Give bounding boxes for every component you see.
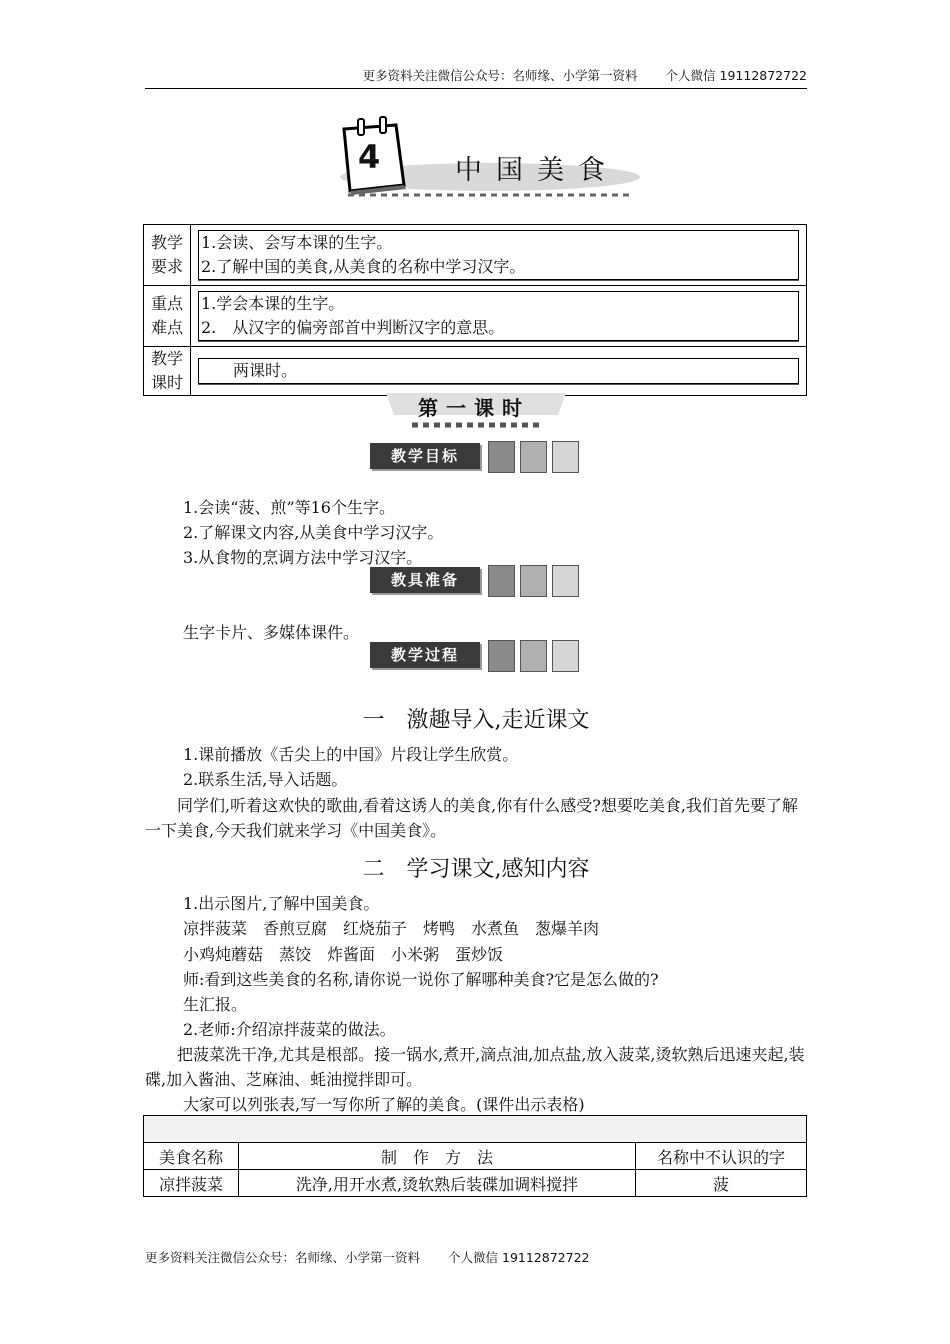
tag-process <box>370 640 580 672</box>
tag-goals <box>370 441 580 473</box>
section-title: 第一课时 <box>418 396 530 420</box>
food-table-header: 名称中不认识的字 <box>636 1143 807 1170</box>
page-footer <box>145 1248 589 1266</box>
tag-prep-label: 教具准备 <box>370 567 480 593</box>
header-text: 更多资料关注微信公众号：名师缘、小学第一资料 <box>362 68 638 83</box>
tag-square <box>520 565 547 597</box>
food-table-cell: 凉拌菠菜 <box>144 1170 239 1197</box>
food-table-cell: 菠 <box>636 1170 807 1197</box>
part2-p6: 大家可以列张表,写一写你所了解的美食。(课件出示表格) <box>183 1095 585 1114</box>
tag-square <box>552 565 579 597</box>
info-label: 重点 难点 <box>144 286 191 347</box>
info-row-requirements <box>144 225 807 286</box>
part2-heading: 二 学习课文,感知内容 <box>362 857 590 882</box>
food-table-blank-row <box>144 1116 807 1143</box>
part1-p1: 1.课前播放《舌尖上的中国》片段让学生欣赏。 <box>183 745 519 764</box>
goal-item: 2.了解课文内容,从美食中学习汉字。 <box>183 523 444 542</box>
part1-heading: 一 激趣导入,走近课文 <box>362 708 590 733</box>
tag-prep <box>370 565 580 597</box>
footer-text: 更多资料关注微信公众号：名师缘、小学第一资料 <box>145 1250 421 1265</box>
food-table <box>143 1115 807 1197</box>
food-table-header: 制 作 方 法 <box>239 1143 636 1170</box>
goal-item: 1.会读“菠、煎”等16个生字。 <box>183 498 395 517</box>
header-divider <box>145 88 807 89</box>
info-content-box: 1.学会本课的生字。 2. 从汉字的偏旁部首中判断汉字的意思。 <box>198 291 799 341</box>
food-table-row <box>144 1170 807 1197</box>
lesson-number: 4 <box>358 138 381 176</box>
food-list-line-1: 凉拌菠菜 香煎豆腐 红烧茄子 烤鸭 水煮鱼 葱爆羊肉 <box>183 919 600 938</box>
tag-goals-label: 教学目标 <box>370 443 480 469</box>
page-header <box>145 66 807 84</box>
info-row-key-points <box>144 286 807 347</box>
info-content <box>191 225 807 286</box>
prep-text: 生字卡片、多媒体课件。 <box>183 623 360 642</box>
part1-p3: 同学们,听着这欢快的歌曲,看着这诱人的美食,你有什么感受?想要吃美食,我们首先要了解一下美食,今天我们就来学习《中国美食》。 <box>145 796 798 840</box>
lesson-title: 中国美食 <box>455 155 619 186</box>
tag-square <box>552 640 579 672</box>
footer-wechat: 个人微信 19112872722 <box>448 1250 590 1265</box>
food-table-header-row <box>144 1143 807 1170</box>
tag-square <box>520 640 547 672</box>
tag-square <box>488 565 515 597</box>
info-content-box: 1.会读、会写本课的生字。 2.了解中国的美食,从美食的名称中学习汉字。 <box>198 230 799 280</box>
info-content-box: 两课时。 <box>198 358 799 384</box>
part2-p5: 把菠菜洗干净,尤其是根部。接一锅水,煮开,滴点油,加点盐,放入菠菜,烫软熟后迅速夹起,装碟,加入酱油、芝麻油、蚝油搅拌即可。 <box>145 1045 805 1089</box>
food-table-cell: 洗净,用开水煮,烫软熟后装碟加调料搅拌 <box>239 1170 636 1197</box>
goal-item: 3.从食物的烹调方法中学习汉字。 <box>183 548 423 567</box>
header-wechat: 个人微信 19112872722 <box>665 68 807 83</box>
part2-p4: 2.老师:介绍凉拌菠菜的做法。 <box>183 1020 396 1039</box>
info-label: 教学 要求 <box>144 225 191 286</box>
part1-p2: 2.联系生活,导入话题。 <box>183 770 348 789</box>
tag-process-label: 教学过程 <box>370 642 480 668</box>
tag-square <box>520 441 547 473</box>
info-content <box>191 286 807 347</box>
tag-square <box>552 441 579 473</box>
tag-square <box>488 441 515 473</box>
info-label: 教学 课时 <box>144 347 191 396</box>
tag-square <box>488 640 515 672</box>
lesson-info-table <box>143 224 807 396</box>
part2-p3: 生汇报。 <box>183 995 248 1014</box>
part2-p2: 师:看到这些美食的名称,请你说一说你了解哪种美食?它是怎么做的? <box>183 970 659 989</box>
part2-p1: 1.出示图片,了解中国美食。 <box>183 894 380 913</box>
food-table-header: 美食名称 <box>144 1143 239 1170</box>
food-list-line-2: 小鸡炖蘑菇 蒸饺 炸酱面 小米粥 蛋炒饭 <box>183 945 504 964</box>
